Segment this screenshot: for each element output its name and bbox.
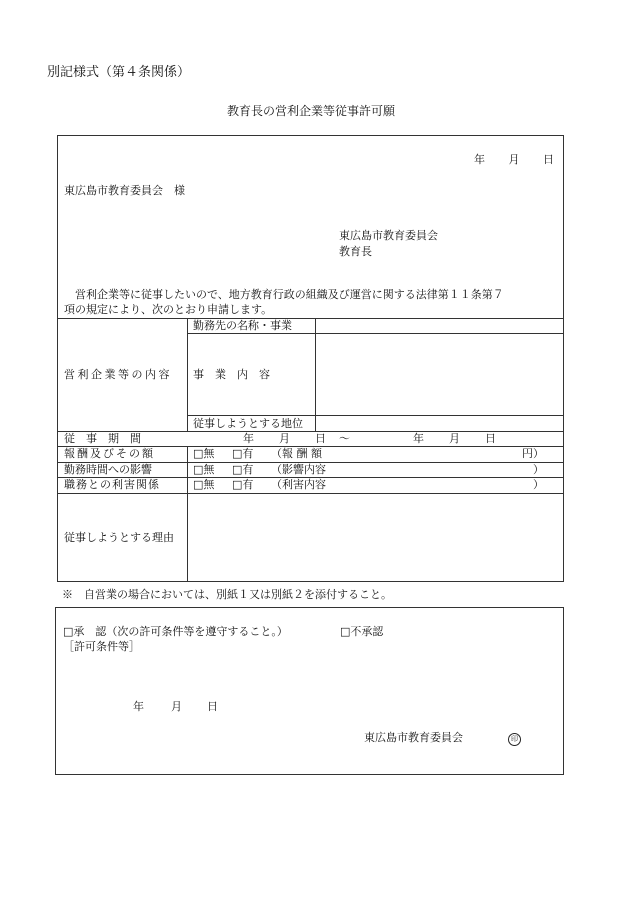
table-line <box>187 415 564 416</box>
work-time-none-checkbox[interactable]: □無 <box>193 463 215 476</box>
date-year: 年 <box>474 153 485 166</box>
reason-label: 従事しようとする理由 <box>64 531 174 544</box>
statement-line-2: 項の規定により、次のとおり申請します。 <box>64 303 273 316</box>
approve-checkbox[interactable]: □承 認（次の許可条件等を遵守すること。） <box>63 625 288 638</box>
work-time-yes-checkbox[interactable]: □有 <box>232 463 254 476</box>
seal-icon <box>508 731 521 746</box>
date-day: 日 <box>543 153 554 166</box>
period-start-month: 月 <box>279 432 290 445</box>
table-divider <box>187 318 188 431</box>
page-title: 教育長の営利企業等従事許可願 <box>227 104 396 118</box>
table-top-line <box>57 318 564 319</box>
interest-none-checkbox[interactable]: □無 <box>193 478 215 491</box>
position-label: 従事しようとする地位 <box>193 417 303 430</box>
table-line <box>57 493 564 494</box>
seal-mark: 印 <box>508 733 521 746</box>
table-divider <box>187 446 188 582</box>
employer-label: 勤務先の名称・事業 <box>193 319 292 332</box>
decision-year: 年 <box>133 700 144 713</box>
table-divider <box>315 318 316 431</box>
attachment-note: ※ 自営業の場合においては、別紙１又は別紙２を添付すること。 <box>62 588 392 601</box>
disapprove-checkbox[interactable]: □不承認 <box>340 625 384 638</box>
period-label: 従 事 期 間 <box>64 432 141 445</box>
decision-day: 日 <box>207 700 218 713</box>
conditions-label: ［許可条件等］ <box>63 640 140 653</box>
application-form <box>57 135 564 582</box>
reward-detail: （報 酬 額 <box>271 447 322 460</box>
content-label: 営利企業等の内容 <box>64 368 172 381</box>
reward-unit: 円） <box>522 447 544 460</box>
reward-none-checkbox[interactable]: □無 <box>193 447 215 460</box>
decision-month: 月 <box>171 700 182 713</box>
applicant-org: 東広島市教育委員会 <box>339 229 438 242</box>
statement-line-1: 営利企業等に従事したいので、地方教育行政の組織及び運営に関する法律第１１条第７ <box>75 288 504 301</box>
period-tilde: ～ <box>339 432 350 445</box>
interest-close: ） <box>533 478 544 491</box>
addressee: 東広島市教育委員会 様 <box>64 184 185 197</box>
work-time-label: 勤務時間への影響 <box>64 463 152 476</box>
applicant-title: 教育長 <box>339 245 372 258</box>
period-end-month: 月 <box>449 432 460 445</box>
interest-detail: （利害内容 <box>271 478 326 491</box>
table-line <box>187 333 564 334</box>
form-label: 別記様式（第４条関係） <box>47 65 191 80</box>
business-label: 事 業 内 容 <box>193 368 270 381</box>
issuer: 東広島市教育委員会 <box>364 731 463 744</box>
date-month: 月 <box>508 153 520 166</box>
interest-label: 職務との利害関係 <box>64 478 160 491</box>
period-start-year: 年 <box>243 432 254 445</box>
interest-yes-checkbox[interactable]: □有 <box>232 478 254 491</box>
reward-yes-checkbox[interactable]: □有 <box>232 447 254 460</box>
period-start-day: 日 <box>315 432 326 445</box>
application-date <box>474 153 554 167</box>
period-end-day: 日 <box>485 432 496 445</box>
work-time-close: ） <box>533 463 544 476</box>
period-end-year: 年 <box>413 432 424 445</box>
work-time-detail: （影響内容 <box>271 463 326 476</box>
reward-label: 報酬及びその額 <box>64 447 155 460</box>
